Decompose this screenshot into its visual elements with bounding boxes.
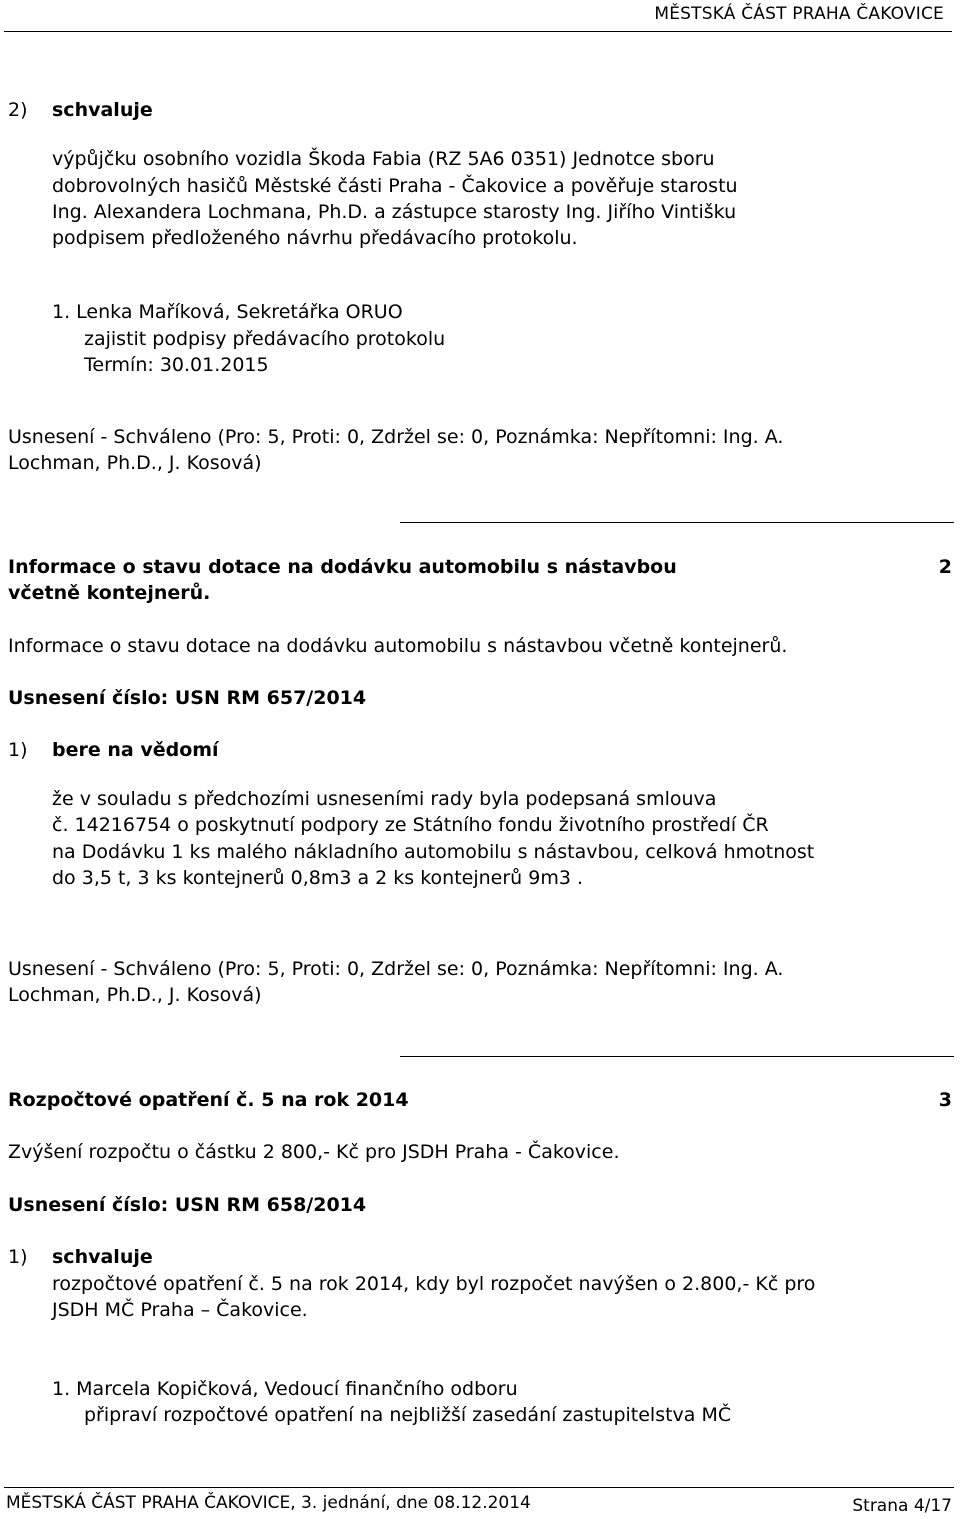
resolution-number: Usnesení číslo: USN RM 657/2014 <box>8 687 367 709</box>
body-line: č. 14216754 o poskytnutí podpory ze Státního fondu životního prostředí ČR <box>52 814 769 836</box>
body-line: JSDH MČ Praha – Čakovice. <box>52 1299 308 1321</box>
section-number: 2 <box>938 556 952 578</box>
item-verb: schvaluje <box>52 99 153 121</box>
body-line: že v souladu s předchozími usneseními rady byla podepsaná smlouva <box>52 788 717 810</box>
body-line: do 3,5 t, 3 ks kontejnerů 0,8m3 a 2 ks kontejnerů 9m3 . <box>52 867 584 889</box>
section-title: včetně kontejnerů. <box>8 582 211 604</box>
body-line: na Dodávku 1 ks malého nákladního automobilu s nástavbou, celková hmotnost <box>52 841 815 863</box>
task-assignee: 1. Lenka Maříková, Sekretářka ORUO <box>52 301 403 323</box>
section-description: Zvýšení rozpočtu o částku 2 800,- Kč pro JSDH Praha - Čakovice. <box>8 1141 620 1163</box>
vote-line: Usnesení - Schváleno (Pro: 5, Proti: 0, Zdržel se: 0, Poznámka: Nepřítomni: Ing. A. <box>8 426 784 448</box>
item-verb: schvaluje <box>52 1246 153 1268</box>
item-verb: bere na vědomí <box>52 739 219 761</box>
section-divider <box>400 522 954 523</box>
vote-line: Lochman, Ph.D., J. Kosová) <box>8 984 262 1006</box>
page-number: Strana 4/17 <box>852 1496 952 1516</box>
item-number: 2) <box>8 99 28 121</box>
body-line: výpůjčku osobního vozidla Škoda Fabia (RZ 5A6 0351) Jednotce sboru <box>52 148 715 170</box>
body-line: podpisem předloženého návrhu předávacího protokolu. <box>52 227 578 249</box>
header-divider <box>4 31 952 32</box>
task-assignee: 1. Marcela Kopičková, Vedoucí finančního odboru <box>52 1378 518 1400</box>
vote-line: Usnesení - Schváleno (Pro: 5, Proti: 0, Zdržel se: 0, Poznámka: Nepřítomni: Ing. A. <box>8 958 784 980</box>
task-description: připraví rozpočtové opatření na nejbližší zasedání zastupitelstva MČ <box>84 1404 732 1426</box>
section-number: 3 <box>938 1089 952 1111</box>
body-line: rozpočtové opatření č. 5 na rok 2014, kdy byl rozpočet navýšen o 2.800,- Kč pro <box>52 1273 816 1295</box>
task-deadline: Termín: 30.01.2015 <box>84 354 269 376</box>
body-line: dobrovolných hasičů Městské části Praha - Čakovice a pověřuje starostu <box>52 175 738 197</box>
footer-divider <box>4 1487 954 1488</box>
section-divider <box>400 1056 954 1057</box>
body-line: Ing. Alexandera Lochmana, Ph.D. a zástupce starosty Ing. Jiřího Vintišku <box>52 201 737 223</box>
footer-text: MĚSTSKÁ ČÁST PRAHA ČAKOVICE, 3. jednání, dne 08.12.2014 <box>6 1493 531 1513</box>
vote-line: Lochman, Ph.D., J. Kosová) <box>8 452 262 474</box>
item-number: 1) <box>8 739 28 761</box>
section-title: Rozpočtové opatření č. 5 na rok 2014 <box>8 1089 409 1111</box>
resolution-number: Usnesení číslo: USN RM 658/2014 <box>8 1194 367 1216</box>
page-header-title: MĚSTSKÁ ČÁST PRAHA ČAKOVICE <box>654 4 944 24</box>
item-number: 1) <box>8 1246 28 1268</box>
section-title: Informace o stavu dotace na dodávku automobilu s nástavbou <box>8 556 677 578</box>
section-description: Informace o stavu dotace na dodávku automobilu s nástavbou včetně kontejnerů. <box>8 635 788 657</box>
task-description: zajistit podpisy předávacího protokolu <box>84 328 446 350</box>
